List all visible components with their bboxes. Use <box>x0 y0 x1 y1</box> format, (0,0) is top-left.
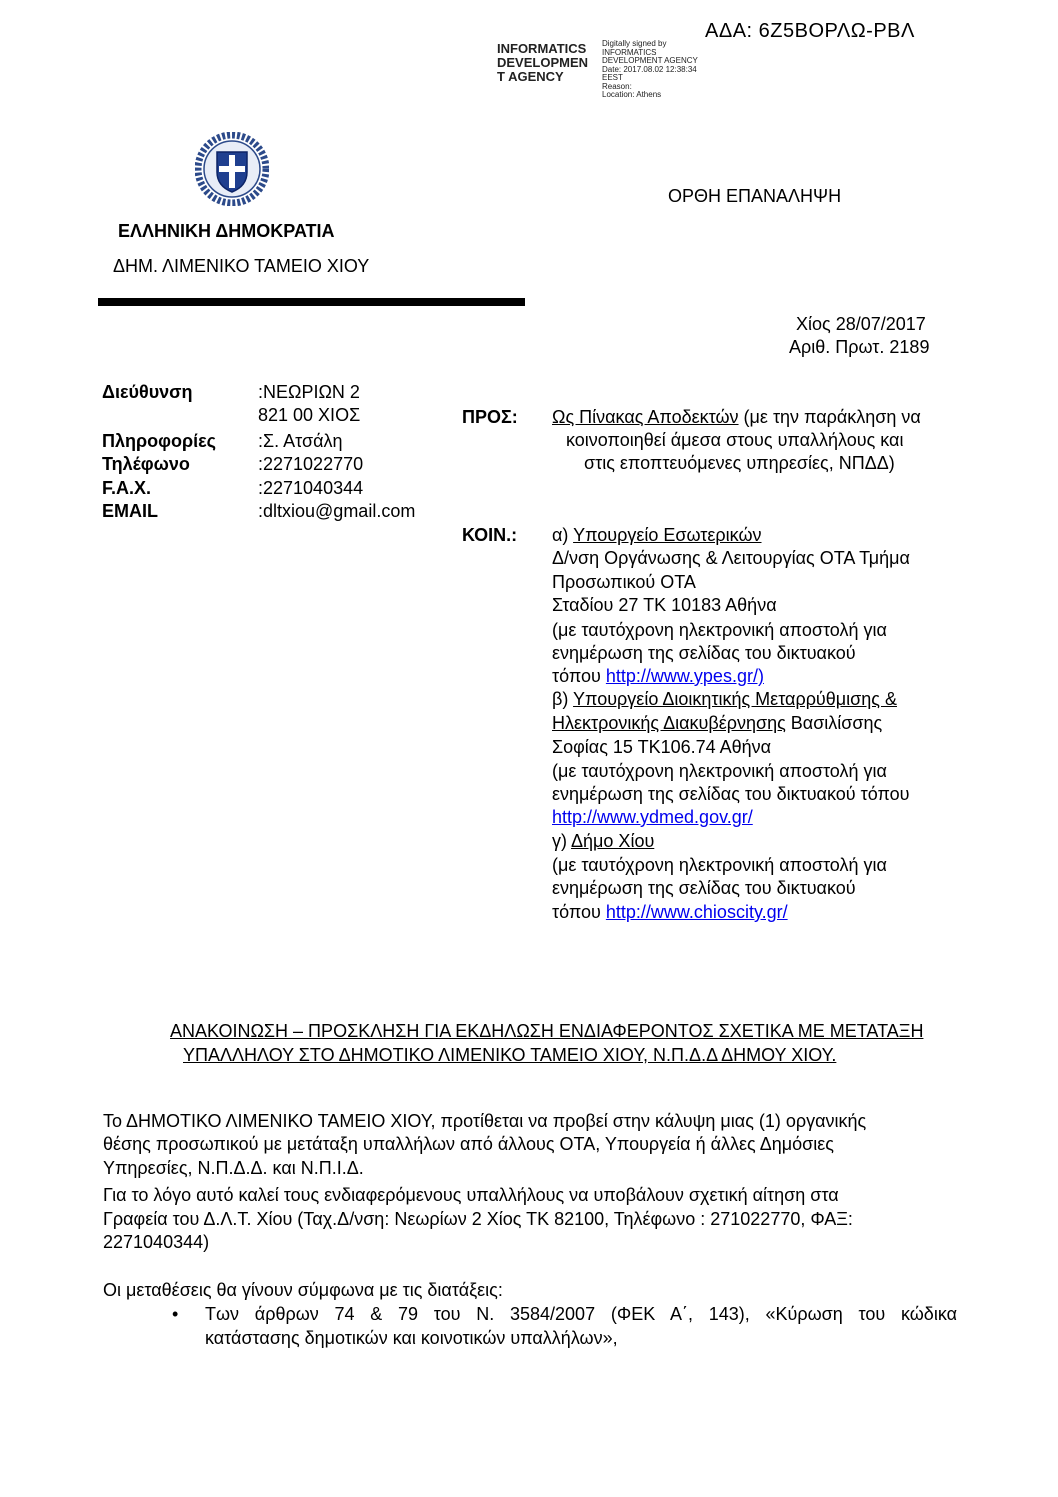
body-p1-line-3: Υπηρεσίες, Ν.Π.Δ.Δ. και Ν.Π.Ι.Δ. <box>103 1158 364 1178</box>
contact-label: F.A.X. <box>102 478 152 498</box>
ydmed-link[interactable]: http://www.ydmed.gov.gr/ <box>552 807 753 827</box>
signature-signer <box>497 42 588 84</box>
chioscity-link[interactable]: http://www.chioscity.gr/ <box>605 902 788 922</box>
koin-b-title-1: Υπουργείο Διοικητικής Μεταρρύθμισης & <box>573 689 897 709</box>
koin-b-title-line-1 <box>552 688 897 711</box>
signature-signer-line: INFORMATICS <box>497 41 587 56</box>
koin-b-title-2: Ηλεκτρονικής Διακυβέρνησης <box>552 713 786 733</box>
contact-label: Πληροφορίες <box>102 431 217 451</box>
greek-coat-of-arms-icon <box>195 132 269 206</box>
pros-line-3: στις εποπτευόμενες υπηρεσίες, ΝΠΔΔ) <box>584 453 895 473</box>
koin-a-line-5: (με ταυτόχρονη ηλεκτρονική αποστολή για <box>552 620 887 640</box>
ypes-link[interactable]: http://www.ypes.gr/) <box>605 666 764 686</box>
bullet-1-line-1: Των άρθρων 74 & 79 του Ν. 3584/2007 (ΦΕΚ Α΄, 143), «Κύρωση του κώδικα <box>205 1304 957 1324</box>
koin-b-line-5: ενημέρωση της σελίδας του δικτυακού τόπου <box>552 784 910 804</box>
contact-value: :2271022770 <box>258 454 364 474</box>
pros-line-1-rest: (με την παράκληση να <box>738 407 921 427</box>
koin-b-line-4: (με ταυτόχρονη ηλεκτρονική αποστολή για <box>552 761 887 781</box>
signature-details <box>602 40 698 100</box>
koin-b-prefix: β) <box>552 689 574 709</box>
republic-title: ΕΛΛΗΝΙΚΗ ΔΗΜΟΚΡΑΤΙΑ <box>118 221 335 241</box>
body-p2-line-2: Γραφεία του Δ.Λ.Τ. Χίου (Ταχ.Δ/νση: Νεωρίων 2 Χίος ΤΚ 82100, Τηλέφωνο : 271022770, ΦΑΞ: <box>103 1209 853 1229</box>
contact-value: :dltxiou@gmail.com <box>258 501 416 521</box>
koin-c-title-line <box>552 830 654 853</box>
koin-c-line-2: (με ταυτόχρονη ηλεκτρονική αποστολή για <box>552 855 887 875</box>
signature-detail-line: INFORMATICS <box>602 47 657 57</box>
koin-a-line-2: Δ/νση Οργάνωσης & Λειτουργίας ΟΤΑ Τμήμα <box>552 548 910 568</box>
koin-c-prefix: γ) <box>552 831 572 851</box>
authority-name: ΔΗΜ. ΛΙΜΕΝΙΚΟ ΤΑΜΕΙΟ ΧΙΟΥ <box>113 256 370 276</box>
contact-value: 821 00 ΧΙΟΣ <box>258 405 361 425</box>
koin-c-title: Δήμο Χίου <box>571 831 655 851</box>
koin-b-line-3: Σοφίας 15 ΤΚ106.74 Αθήνα <box>552 737 772 757</box>
body-p3: Οι μεταθέσεις θα γίνουν σύμφωνα με τις διατάξεις: <box>103 1280 503 1300</box>
announcement-title-line-2: ΥΠΑΛΛΗΛΟΥ ΣΤΟ ΔΗΜΟΤΙΚΟ ΛΙΜΕΝΙΚΟ ΤΑΜΕΙΟ ΧΙΟΥ, Ν.Π.Δ.Δ ΔΗΜΟΥ ΧΙΟΥ. <box>183 1045 837 1065</box>
body-p2-line-1: Για το λόγο αυτό καλεί τους ενδιαφερόμενους υπαλλήλους να υποβάλουν σχετική αίτηση στα <box>103 1185 839 1205</box>
contact-label: EMAIL <box>102 501 158 521</box>
koin-a-title-line <box>552 524 762 547</box>
protocol-number: Αριθ. Πρωτ. 2189 <box>789 337 930 357</box>
signature-detail-line: DEVELOPMENT AGENCY <box>602 56 698 65</box>
contact-value: :ΝΕΩΡΙΩΝ 2 <box>258 382 360 402</box>
signature-detail-line: Digitally signed by <box>602 39 667 48</box>
announcement-title-line-1: ΑΝΑΚΟΙΝΩΣΗ – ΠΡΟΣΚΛΗΣΗ ΓΙΑ ΕΚΔΗΛΩΣΗ ΕΝΔΙΑΦΕΡΟΝΤΟΣ ΣΧΕΤΙΚΑ ΜΕ ΜΕΤΑΤΑΞΗ <box>170 1021 924 1041</box>
koin-b-line-2-rest: Βασιλίσσης <box>785 713 883 733</box>
place-date: Χίος 28/07/2017 <box>796 314 926 334</box>
body-p2-line-3: 2271040344) <box>103 1232 210 1252</box>
signature-detail-line: Location: Athens <box>602 90 662 99</box>
header-divider <box>98 298 525 306</box>
ada-code: ΑΔΑ: 6Ζ5ΒΟΡΛΩ-ΡΒΛ <box>705 20 915 42</box>
signature-signer-line: T AGENCY <box>497 69 564 84</box>
contact-label: Τηλέφωνο <box>102 454 190 474</box>
koin-b-title-line-2 <box>552 712 882 735</box>
contact-value: :2271040344 <box>258 478 364 498</box>
koin-c-line-3: ενημέρωση της σελίδας του δικτυακού <box>552 878 856 898</box>
bullet-1-line-2: κατάστασης δημοτικών και κοινοτικών υπαλλήλων», <box>205 1328 618 1348</box>
koin-a-title: Υπουργείο Εσωτερικών <box>573 525 762 545</box>
contact-value: :Σ. Ατσάλη <box>258 431 343 451</box>
bullet-marker: • <box>172 1304 179 1324</box>
koin-a-line-7 <box>552 665 764 688</box>
pros-label: ΠΡΟΣ: <box>462 407 518 427</box>
contact-label: Διεύθυνση <box>102 382 193 402</box>
body-p1-line-1: Το ΔΗΜΟΤΙΚΟ ΛΙΜΕΝΙΚΟ ΤΑΜΕΙΟ ΧΙΟΥ, προτίθεται να προβεί στην κάλυψη μιας (1) οργανικής <box>103 1111 867 1131</box>
koin-a-line-7-prefix: τόπου <box>552 666 606 686</box>
koin-a-prefix: α) <box>552 525 574 545</box>
koin-a-line-6: ενημέρωση της σελίδας του δικτυακού <box>552 643 856 663</box>
koin-a-line-4: Σταδίου 27 ΤΚ 10183 Αθήνα <box>552 595 777 615</box>
orthi-epanalipsi: ΟΡΘΗ ΕΠΑΝΑΛΗΨΗ <box>668 186 842 206</box>
pros-line-2: κοινοποιηθεί άμεσα στους υπαλλήλους και <box>566 430 904 450</box>
signature-detail-line: Date: 2017.08.02 12:38:34 <box>602 64 697 74</box>
koin-a-line-3: Προσωπικού ΟΤΑ <box>552 572 696 592</box>
koin-c-line-4-prefix: τόπου <box>552 902 606 922</box>
pros-line-1 <box>552 406 921 429</box>
signature-detail-line: EEST <box>602 73 623 82</box>
body-p1-line-2: θέσης προσωπικού με μετάταξη υπαλλήλων από άλλους ΟΤΑ, Υπουργεία ή άλλες Δημόσιες <box>103 1134 834 1154</box>
koin-b-line-6 <box>552 806 753 829</box>
koin-c-line-4 <box>552 901 788 924</box>
signature-detail-line: Reason: <box>602 81 632 91</box>
koin-label: ΚΟΙΝ.: <box>462 525 518 545</box>
signature-signer-line: DEVELOPMEN <box>497 55 589 70</box>
recipients-table-link[interactable]: Ως Πίνακας Αποδεκτών <box>552 407 739 427</box>
